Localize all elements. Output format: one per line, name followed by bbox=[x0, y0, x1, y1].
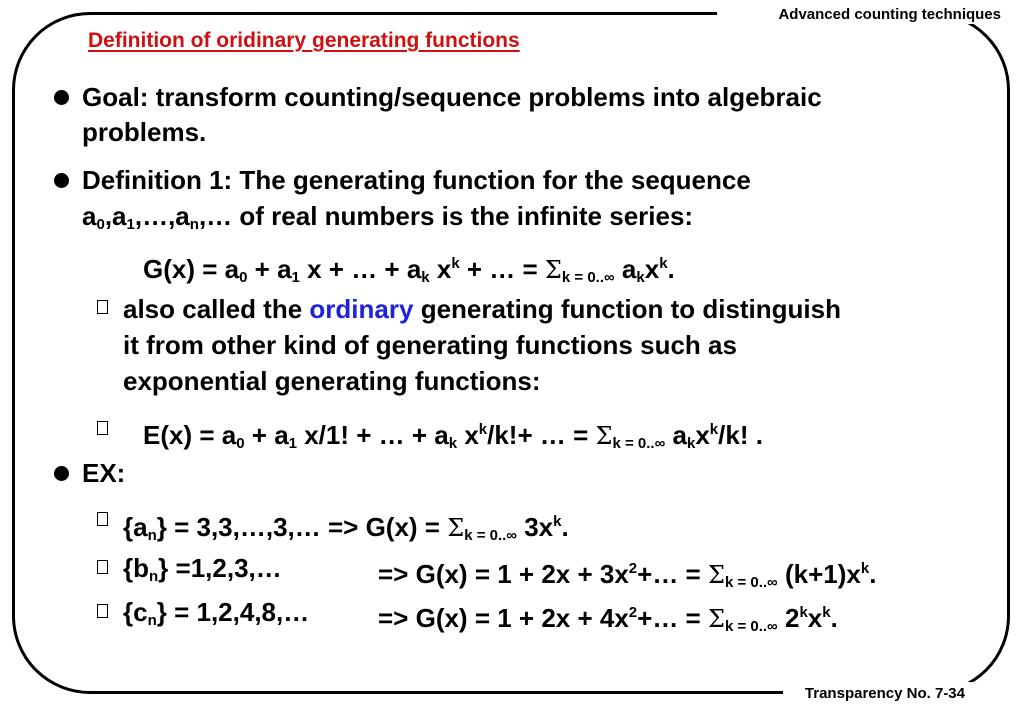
ex-item-b-gf: => $G(x) = 1 + 2x + 3x^2+\dots = \Sigma_{k = 0..\infty}$ $(k+1)x^k$. bbox=[378, 559, 877, 591]
transparency-number: Transparency No. 7-34 bbox=[804, 685, 965, 702]
ex-label: EX: bbox=[82, 458, 126, 488]
sub-bullet-icon bbox=[97, 604, 108, 618]
goal-line1: Goal: transform counting/sequence problems into algebraic bbox=[82, 82, 822, 112]
def-line2: $a_0,a_1,\dots,a_n,\dots$ of real numbers is the infinite series: bbox=[82, 201, 694, 233]
also-line1: also called the ordinary generating function to distinguish bbox=[123, 294, 841, 324]
bullet-dot bbox=[54, 90, 69, 105]
sub-bullet-icon bbox=[97, 512, 108, 526]
ex-item-c-seq: $\{c_n\}$ = 1,2,4,8,… bbox=[123, 597, 310, 629]
header-title: Advanced counting techniques bbox=[778, 6, 1001, 23]
bullet-dot bbox=[54, 173, 69, 188]
slide-title: Definition of oridinary generating functions bbox=[88, 29, 520, 52]
goal-line2: problems. bbox=[82, 117, 207, 147]
also-line2: it from other kind of generating functions such as bbox=[123, 330, 737, 360]
gf-formula: $G(x) = a_0 + a_1$ x + … + $a_k$ $x^k$ + … = $\Sigma_{k = 0..\infty}$ $a_kx^k$. bbox=[143, 254, 675, 286]
sub-bullet-icon bbox=[97, 300, 108, 314]
exp-formula: $E(x) = a_0 + a_1$ x/1! + … + $a_k$ $x^k/k!+$ … = $\Sigma_{k = 0..\infty}$ $a_kx^k/k$! . bbox=[143, 420, 763, 452]
ordinary-highlight: ordinary bbox=[309, 294, 414, 324]
ex-item-a: $\{a_n\}$ = 3,3,…,3,… => $G(x) = \Sigma_{k = 0..\infty}$ $3x^k$. bbox=[123, 512, 569, 544]
also-line3: exponential generating functions: bbox=[123, 366, 541, 396]
bullet-dot bbox=[54, 466, 69, 481]
sub-bullet-icon bbox=[97, 560, 108, 574]
ex-item-b-seq: $\{b_n\}$ =1,2,3,… bbox=[123, 553, 282, 585]
ex-item-c-gf: => $G(x) = 1 + 2x + 4x^2+\dots = \Sigma_{k = 0..\infty}$ $2^kx^k$. bbox=[378, 603, 838, 635]
sub-bullet-icon bbox=[97, 421, 108, 435]
def-line2-suffix: of real numbers is the infinite series: bbox=[239, 201, 694, 231]
def-line1: Definition 1: The generating function for the sequence bbox=[82, 165, 751, 195]
